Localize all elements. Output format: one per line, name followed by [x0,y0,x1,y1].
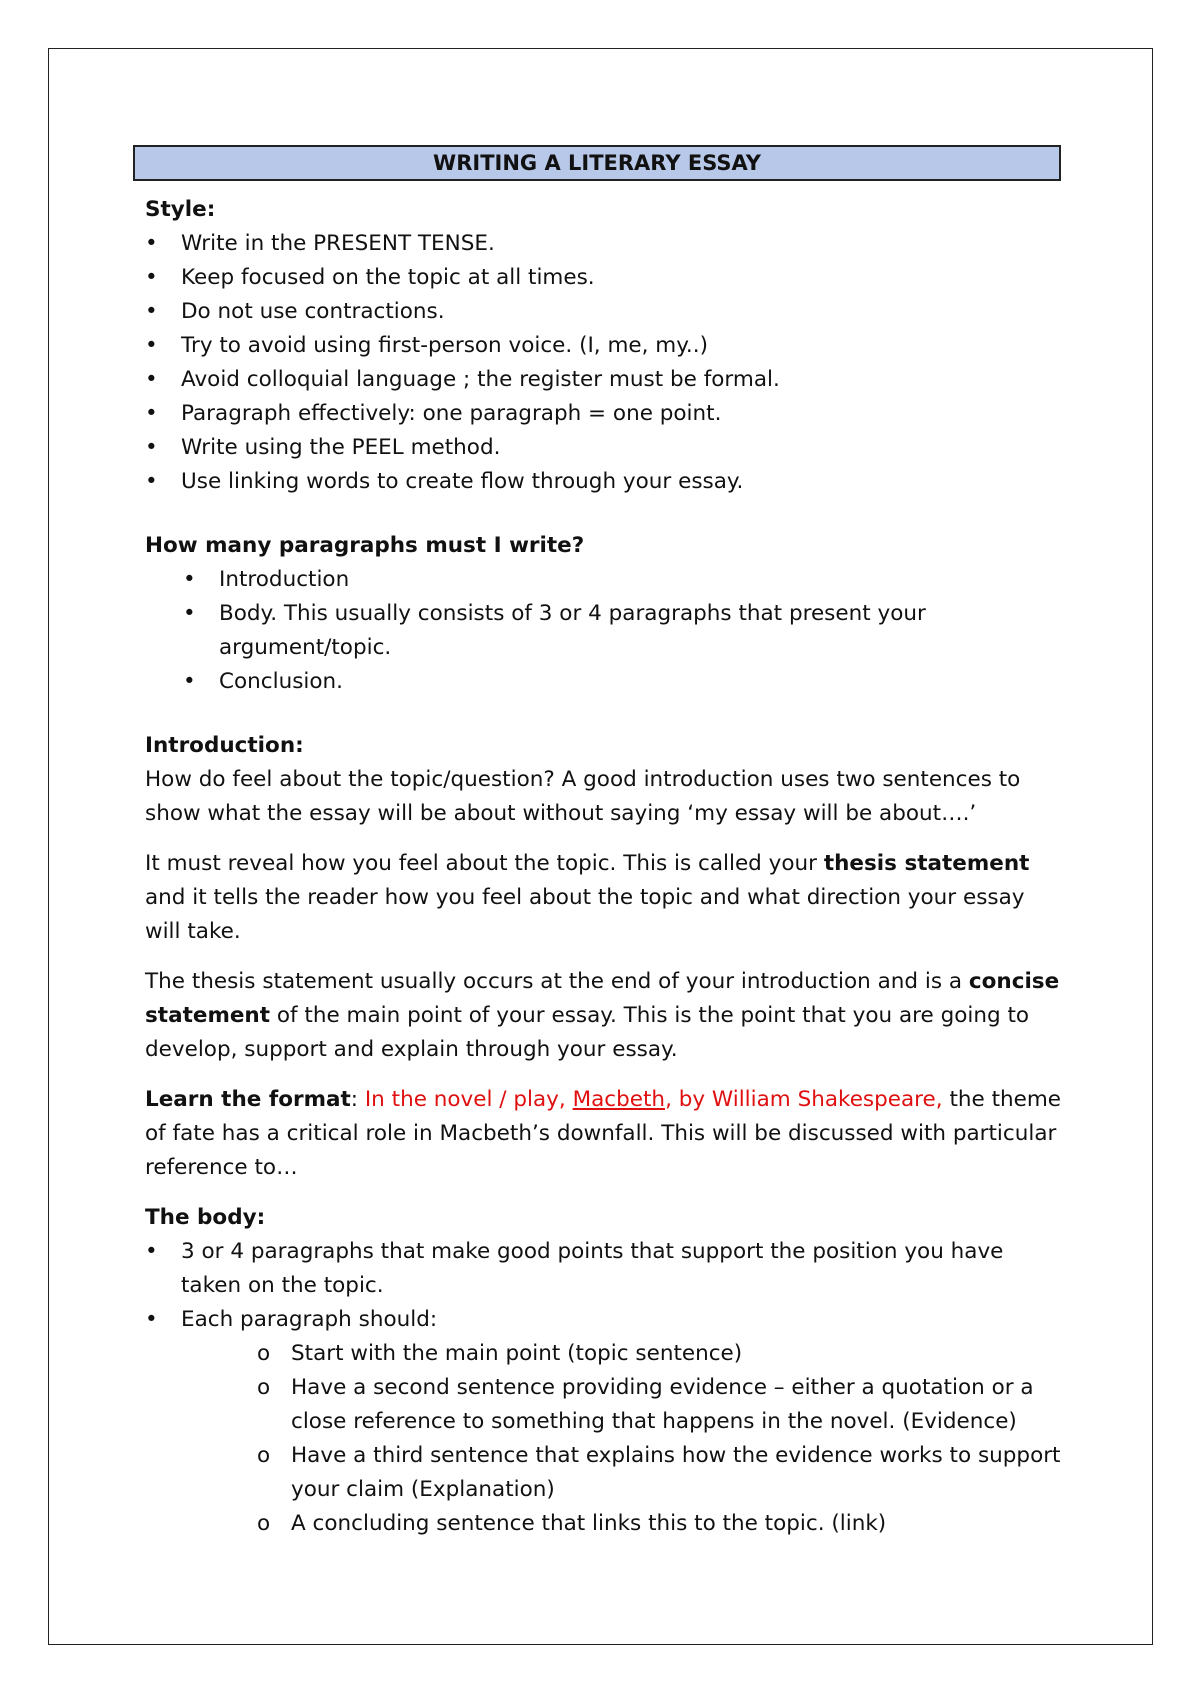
body-list [145,1235,1065,1337]
style-heading: Style: [145,197,216,222]
list-item: o A concluding sentence that links this to the topic. (link) [145,1507,1065,1541]
list-item: • Conclusion. [145,665,1065,699]
document-content [145,145,1065,1541]
introduction-paragraph-2: It must reveal how you feel about the topic. This is called your thesis statement and it tells the reader how you feel about the topic and what direction your essay will take. [145,851,1030,944]
list-item: • Use linking words to create flow through your essay. [145,465,1065,499]
introduction-heading: Introduction: [145,733,304,758]
list-item: • Do not use contractions. [145,295,1065,329]
introduction-paragraph-1: How do feel about the topic/question? A good introduction uses two sentences to show what the essay will be about without saying ‘my essay will be about….’ [145,767,1021,826]
list-item: • Write in the PRESENT TENSE. [145,227,1065,261]
list-item: • Avoid colloquial language ; the register must be formal. [145,363,1065,397]
list-item: • 3 or 4 paragraphs that make good points that support the position you have taken on the topic. [145,1235,1065,1303]
style-list [145,227,1065,499]
paragraphs-list [145,563,1065,699]
list-item: • Keep focused on the topic at all times. [145,261,1065,295]
format-example: Learn the format: In the novel / play, Macbeth, by William Shakespeare, the theme of fate has a critical role in Macbeth’s downfall. This will be discussed with particular reference to… [145,1087,1062,1180]
list-item: o Have a second sentence providing evidence – either a quotation or a close reference to something that happens in the novel. (Evidence) [145,1371,1065,1439]
introduction-paragraph-3: The thesis statement usually occurs at the end of your introduction and is a concise statement of the main point of your essay. This is the point that you are going to develop, support and explain through your essay. [145,969,1060,1062]
list-item: • Each paragraph should: [145,1303,1065,1337]
list-item: o Have a third sentence that explains how the evidence works to support your claim (Explanation) [145,1439,1065,1507]
list-item: • Introduction [145,563,1065,597]
list-item: o Start with the main point (topic sentence) [145,1337,1065,1371]
page-title: WRITING A LITERARY ESSAY [133,145,1061,181]
list-item: • Body. This usually consists of 3 or 4 paragraphs that present your argument/topic. [145,597,1065,665]
list-item: • Try to avoid using first-person voice. (I, me, my..) [145,329,1065,363]
list-item: • Paragraph effectively: one paragraph = one point. [145,397,1065,431]
body-sub-list [145,1337,1065,1541]
paragraphs-heading: How many paragraphs must I write? [145,533,585,558]
list-item: • Write using the PEEL method. [145,431,1065,465]
body-heading: The body: [145,1205,266,1230]
